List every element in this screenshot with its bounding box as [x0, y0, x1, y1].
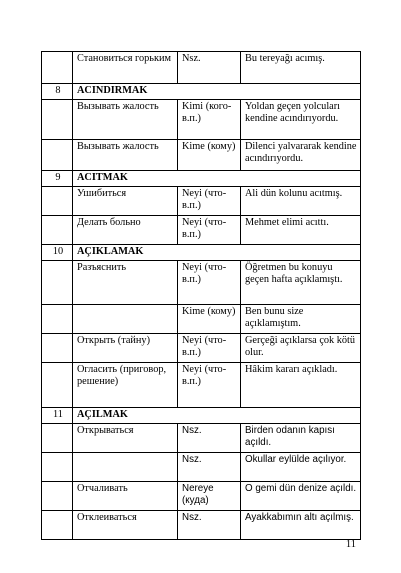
entry-row: [42, 100, 361, 140]
case-government: Kime (кому): [178, 140, 241, 171]
headword-row: [42, 84, 361, 100]
number-cell-empty: [42, 305, 73, 334]
number-cell-empty: [42, 187, 73, 216]
headword-row: [42, 408, 361, 424]
entry-row: [42, 216, 361, 245]
turkish-example: Gerçeği açıklarsa çok kötü olur.: [241, 334, 361, 363]
turkish-example: Ayakkabımın altı açılmış.: [241, 511, 361, 540]
number-cell-empty: [42, 453, 73, 482]
entry-row: [42, 363, 361, 408]
entry-row: [42, 140, 361, 171]
number-cell-empty: [42, 100, 73, 140]
entry-row: [42, 424, 361, 453]
case-government: Neyi (что-в.п.): [178, 216, 241, 245]
entry-number: 11: [42, 408, 73, 424]
russian-meaning: Разъяснить: [73, 261, 178, 305]
headword-row: [42, 245, 361, 261]
russian-meaning: Отчаливать: [73, 482, 178, 511]
entry-row: [42, 511, 361, 540]
case-government: Kime (кому): [178, 305, 241, 334]
number-cell-empty: [42, 511, 73, 540]
page-number: 11: [345, 539, 356, 550]
entry-row: [42, 52, 361, 84]
number-cell-empty: [42, 216, 73, 245]
russian-meaning: Вызывать жалость: [73, 140, 178, 171]
number-cell-empty: [42, 482, 73, 511]
verb-table: [41, 51, 361, 540]
russian-meaning: Ушибиться: [73, 187, 178, 216]
russian-meaning: Открыть (тайну): [73, 334, 178, 363]
headword: ACINDIRMAK: [73, 84, 361, 100]
number-cell-empty: [42, 52, 73, 84]
case-government: Nsz.: [178, 511, 241, 540]
entry-number: 10: [42, 245, 73, 261]
case-government: Neyi (что- в.п.): [178, 187, 241, 216]
entry-row: [42, 187, 361, 216]
entry-row: [42, 334, 361, 363]
entry-row: [42, 453, 361, 482]
case-government: Neyi (что-в.п.): [178, 334, 241, 363]
case-government: Neyi (что-в.п.): [178, 363, 241, 408]
turkish-example: Hâkim kararı açıkladı.: [241, 363, 361, 408]
russian-meaning: Огласить (приговор, решение): [73, 363, 178, 408]
turkish-example: Dilenci yalvararak kendine acındırıyordu.: [241, 140, 361, 171]
entry-number: 9: [42, 171, 73, 187]
entry-row: [42, 305, 361, 334]
turkish-example: O gemi dün denize açıldı.: [241, 482, 361, 511]
case-government: Nsz.: [178, 424, 241, 453]
case-government: Nsz.: [178, 453, 241, 482]
entry-number: 8: [42, 84, 73, 100]
entry-row: [42, 261, 361, 305]
headword: AÇIKLAMAK: [73, 245, 361, 261]
turkish-example: Birden odanın kapısı açıldı.: [241, 424, 361, 453]
case-government: Nsz.: [178, 52, 241, 84]
number-cell-empty: [42, 424, 73, 453]
case-government: Kimi (кого-в.п.): [178, 100, 241, 140]
russian-meaning: Отклеиваться: [73, 511, 178, 540]
number-cell-empty: [42, 363, 73, 408]
turkish-example: Bu tereyağı acımış.: [241, 52, 361, 84]
russian-meaning: [73, 305, 178, 334]
turkish-example: Ben bunu size açıklamıştım.: [241, 305, 361, 334]
case-government: Nereye (куда): [178, 482, 241, 511]
russian-meaning: Открываться: [73, 424, 178, 453]
number-cell-empty: [42, 140, 73, 171]
turkish-example: Ali dün kolunu acıtmış.: [241, 187, 361, 216]
turkish-example: Okullar eylülde açılıyor.: [241, 453, 361, 482]
number-cell-empty: [42, 261, 73, 305]
turkish-example: Yoldan geçen yolcuları kendine acındırıyordu.: [241, 100, 361, 140]
headword: AÇILMAK: [73, 408, 361, 424]
entry-row: [42, 482, 361, 511]
turkish-example: Mehmet elimi acıttı.: [241, 216, 361, 245]
russian-meaning: [73, 453, 178, 482]
russian-meaning: Становиться горьким: [73, 52, 178, 84]
turkish-example: Öğretmen bu konuyu geçen hafta açıklamıştı.: [241, 261, 361, 305]
case-government: Neyi (что-в.п.): [178, 261, 241, 305]
russian-meaning: Делать больно: [73, 216, 178, 245]
headword: ACITMAK: [73, 171, 361, 187]
headword-row: [42, 171, 361, 187]
number-cell-empty: [42, 334, 73, 363]
russian-meaning: Вызывать жалость: [73, 100, 178, 140]
verb-table-body: [42, 52, 361, 540]
